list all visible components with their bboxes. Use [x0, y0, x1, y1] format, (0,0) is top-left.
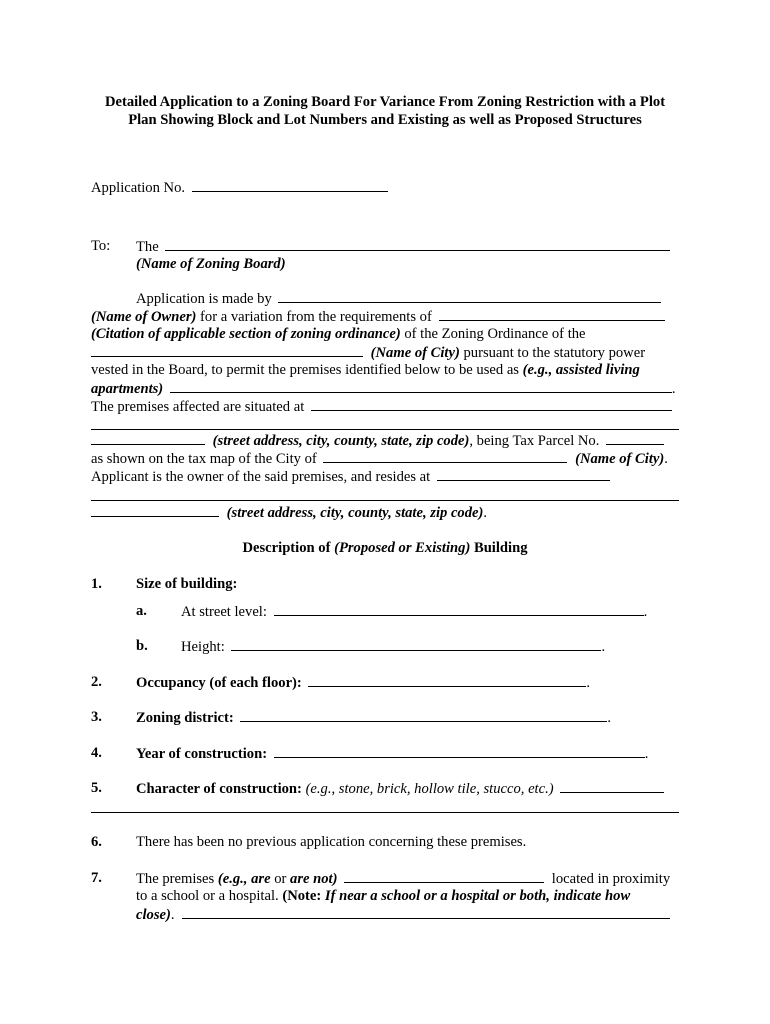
title-line-2: Plan Showing Block and Lot Numbers and Existing as well as Proposed Structures [128, 112, 642, 128]
residence-field[interactable] [437, 467, 610, 481]
application-made-by-label: Application is made by [136, 291, 272, 307]
construction-character-line-2[interactable] [91, 812, 679, 813]
item-7-line-2 [136, 887, 630, 905]
vested-row [91, 361, 640, 379]
item-5-example: (e.g., stone, brick, hollow tile, stucco, etc.) [305, 781, 554, 797]
height-field[interactable] [231, 637, 601, 651]
premises-affected-row [91, 397, 672, 416]
item-2-row [136, 673, 590, 692]
item-7-number: 7. [91, 870, 102, 886]
item-7-line-1 [136, 869, 670, 888]
citation-row [91, 325, 586, 343]
item-4-number: 4. [91, 745, 102, 761]
application-no-label: Application No. [91, 180, 186, 196]
premises-location-line-2[interactable] [91, 429, 679, 430]
item-7-are-not: are not) [290, 871, 338, 887]
application-no-row [91, 178, 388, 197]
period-8: . [644, 746, 649, 762]
street-address-row-2 [91, 503, 487, 522]
item-6-number: 6. [91, 834, 102, 850]
item-1b-letter: b. [136, 638, 148, 654]
tax-map-city-field[interactable] [323, 449, 567, 463]
period-5: . [601, 639, 606, 655]
item-4-row [136, 744, 648, 763]
period-1: . [671, 381, 676, 397]
year-of-construction-field[interactable] [274, 744, 645, 758]
name-of-city-caption-1: (Name of City) [370, 345, 460, 361]
tax-parcel-text: , being Tax Parcel No. [469, 433, 600, 449]
item-7-close: close) [136, 907, 171, 923]
zoning-board-row [136, 237, 670, 256]
item-2-label: Occupancy (of each floor): [136, 675, 302, 691]
proximity-field[interactable] [344, 869, 544, 883]
item-1a-letter: a. [136, 603, 147, 619]
tax-map-text: as shown on the tax map of the City of [91, 451, 317, 467]
item-7-eg: (e.g., are [217, 871, 271, 887]
period-4: . [643, 604, 648, 620]
occupancy-field[interactable] [308, 673, 586, 687]
applicant-resides-row [91, 467, 610, 486]
tax-parcel-field[interactable] [606, 431, 664, 445]
description-prefix: Description of [242, 540, 335, 556]
vested-text: vested in the Board, to permit the premises identified below to be used as [91, 362, 519, 378]
item-1b-row [181, 637, 605, 656]
title-line-1: Detailed Application to a Zoning Board For Variance From Zoning Restriction with a Plot [104, 94, 666, 110]
item-7-located: located in proximity [551, 871, 671, 887]
residence-line-2[interactable] [91, 500, 679, 501]
application-no-field[interactable] [192, 178, 388, 192]
item-7-the-premises: The premises [136, 871, 215, 887]
item-6-text: There has been no previous application concerning these premises. [136, 834, 527, 850]
item-4-label: Year of construction: [136, 746, 268, 762]
period-2: . [664, 451, 668, 467]
premises-affected-text: The premises affected are situated at [91, 399, 305, 415]
street-address-row-1 [91, 431, 664, 450]
item-5-number: 5. [91, 780, 102, 796]
city-row-1 [91, 343, 645, 362]
description-heading [0, 539, 770, 557]
period-6: . [586, 675, 591, 691]
name-of-owner-caption: (Name of Owner) [91, 309, 197, 325]
item-1a-label: At street level: [181, 604, 267, 620]
to-label: To: [91, 238, 111, 254]
owner-name-field[interactable] [278, 289, 661, 303]
construction-character-field[interactable] [560, 779, 664, 793]
premises-location-field[interactable] [311, 397, 672, 411]
street-address-caption-1: (street address, city, county, state, zip code) [212, 433, 470, 449]
item-1-number: 1. [91, 576, 102, 592]
item-7-note-label: (Note: [282, 888, 322, 904]
city-field-1[interactable] [91, 343, 363, 357]
zoning-ordinance-text: of the Zoning Ordinance of the [404, 326, 586, 342]
apartments-caption: apartments) [91, 381, 164, 397]
name-of-zoning-board-caption: (Name of Zoning Board) [136, 256, 286, 272]
item-7-line-3 [136, 905, 670, 924]
application-made-by-row [136, 289, 661, 308]
zoning-board-field[interactable] [165, 237, 670, 251]
item-7-line-2-text: to a school or a hospital. [136, 888, 279, 904]
form-title [60, 93, 710, 129]
the-label: The [136, 239, 159, 255]
item-7-or: or [274, 871, 287, 887]
use-field[interactable] [170, 379, 672, 393]
item-7-note-italic: If near a school or a hospital or both, indicate how [324, 888, 631, 904]
period-9: . [170, 907, 175, 923]
name-of-city-caption-2: (Name of City) [575, 451, 665, 467]
item-5-label: Character of construction: [136, 781, 302, 797]
apartments-row [91, 379, 675, 398]
description-italic: (Proposed or Existing) [334, 540, 471, 556]
applicant-resides-text: Applicant is the owner of the said premises, and resides at [91, 469, 431, 485]
period-7: . [607, 710, 612, 726]
eg-assisted-living-caption: (e.g., assisted living [522, 362, 640, 378]
requirements-field[interactable] [439, 307, 665, 321]
item-3-row [136, 708, 611, 727]
item-5-row [136, 779, 664, 798]
item-3-number: 3. [91, 709, 102, 725]
description-suffix: Building [470, 540, 528, 556]
period-3: . [483, 505, 488, 521]
tax-map-row [91, 449, 668, 468]
item-1-label: Size of building: [136, 576, 238, 592]
item-1b-label: Height: [181, 639, 225, 655]
for-variation-text: for a variation from the requirements of [200, 309, 432, 325]
street-level-field[interactable] [274, 602, 644, 616]
item-2-number: 2. [91, 674, 102, 690]
address-field-1[interactable] [91, 431, 205, 445]
street-address-caption-2: (street address, city, county, state, zip code) [226, 505, 484, 521]
address-field-2[interactable] [91, 503, 219, 517]
zoning-district-field[interactable] [240, 708, 607, 722]
owner-variation-row [91, 307, 665, 326]
distance-field[interactable] [182, 905, 670, 919]
item-3-label: Zoning district: [136, 710, 234, 726]
pursuant-text: pursuant to the statutory power [463, 345, 646, 361]
citation-caption: (Citation of applicable section of zoning ordinance) [91, 326, 401, 342]
item-1a-row [181, 602, 647, 621]
